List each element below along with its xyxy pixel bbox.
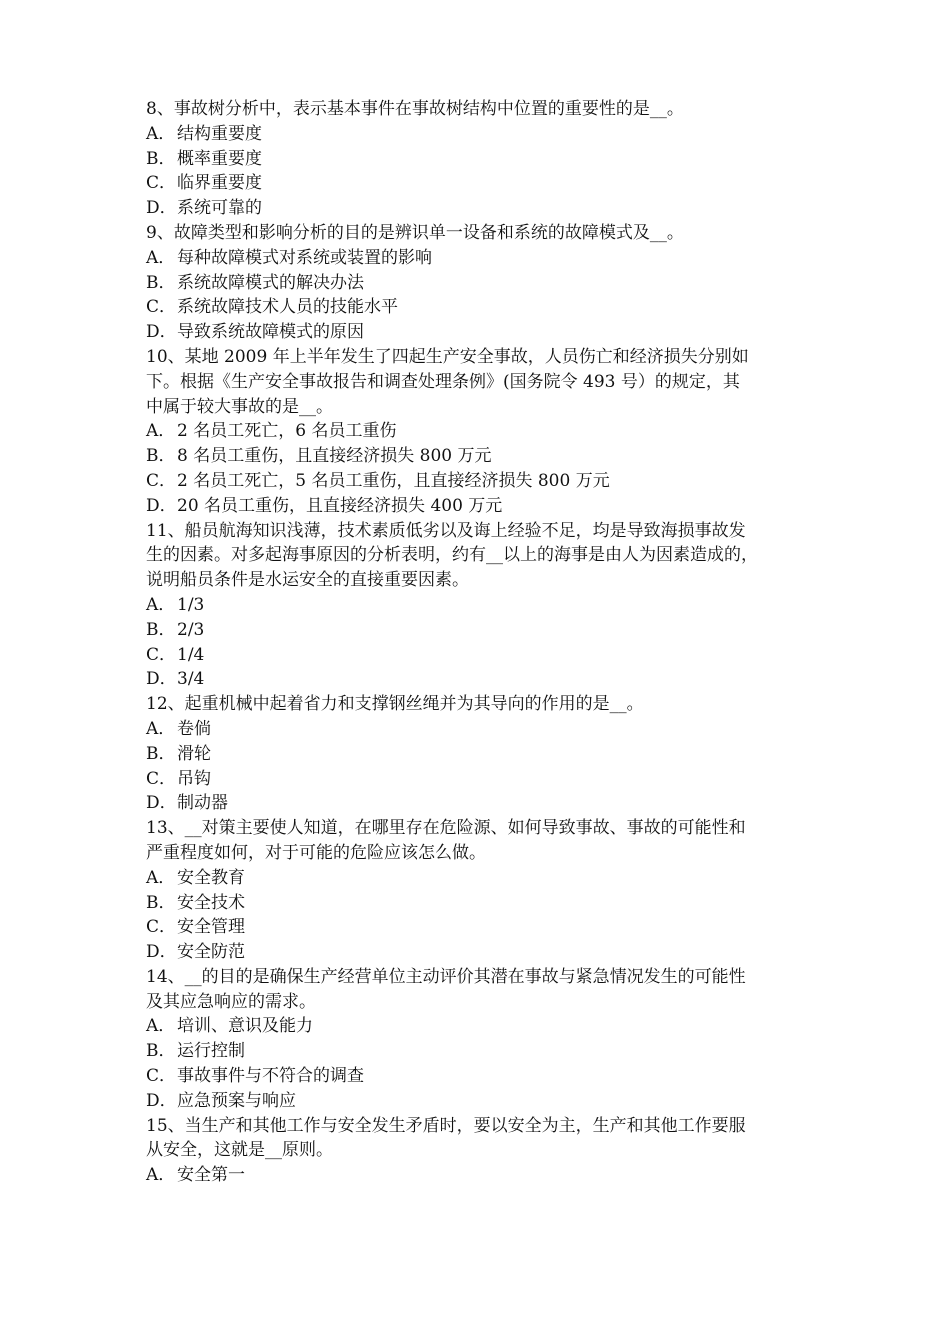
question-13 [146,816,814,965]
option-b [146,891,814,916]
question-text-line: 从安全，这就是__原则。 [146,1140,333,1161]
option-c [146,469,814,494]
option-letter: B． [146,148,176,169]
question-text-line: 说明船员条件是水运安全的直接重要因素。 [146,570,469,591]
option-letter: D． [146,495,177,516]
question-9 [146,221,814,345]
option-letter: A． [146,1016,176,1037]
option-text: 结构重要度 [177,123,262,144]
option-a [146,1014,814,1039]
question-text-line: 11、船员航海知识浅薄，技术素质低劣以及诲上经验不足，均是导致海损事故发 [146,520,746,541]
option-list [146,1014,814,1113]
option-letter: D． [146,322,177,343]
option-text: 1/4 [177,644,205,665]
option-letter: A． [146,421,176,442]
question-11 [146,519,814,693]
option-text: 概率重要度 [177,148,262,169]
option-a [146,419,814,444]
option-list [146,593,814,692]
question-text-line: 下。根据《生产安全事故报告和调查处理条例》(国务院令 493 号）的规定，其 [146,371,740,392]
option-letter: A． [146,247,176,268]
option-a [146,717,814,742]
question-text-line: 10、某地 2009 年上半年发生了四起生产安全事故，人员伤亡和经济损失分别如 [146,346,749,367]
option-text: 3/4 [177,669,205,690]
question-text-line: 生的因素。对多起海事原因的分析表明，约有__以上的海事是由人为因素造成的， [146,545,758,566]
option-text: 20 名员工重伤，且直接经济损失 400 万元 [177,495,503,516]
option-a [146,593,814,618]
option-letter: A． [146,123,176,144]
option-d [146,940,814,965]
option-b [146,742,814,767]
option-text: 吊钩 [177,768,211,789]
option-text: 系统故障技术人员的技能水平 [177,297,398,318]
option-list [146,419,814,518]
option-d [146,320,814,345]
option-d [146,196,814,221]
option-letter: D． [146,669,177,690]
option-letter: B． [146,272,176,293]
option-c [146,1064,814,1089]
option-letter: D． [146,198,177,219]
option-text: 卷倘 [177,718,211,739]
option-text: 临界重要度 [177,173,262,194]
question-text-line: 中属于较大事故的是__。 [146,396,333,417]
option-text: 导致系统故障模式的原因 [177,322,364,343]
option-c [146,915,814,940]
question-10 [146,345,814,519]
option-c [146,295,814,320]
option-list [146,1163,814,1188]
option-d [146,1089,814,1114]
option-text: 滑轮 [177,743,211,764]
document-page [146,97,814,1188]
question-8 [146,97,814,221]
option-text: 安全第一 [177,1165,245,1186]
option-letter: C． [146,644,177,665]
option-letter: A． [146,867,176,888]
question-14 [146,965,814,1114]
option-c [146,767,814,792]
option-letter: B． [146,446,176,467]
option-d [146,494,814,519]
option-letter: D． [146,942,177,963]
option-text: 安全管理 [177,917,245,938]
option-text: 系统可靠的 [177,198,262,219]
option-a [146,1163,814,1188]
option-letter: B． [146,619,176,640]
option-c [146,171,814,196]
option-text: 安全教育 [177,867,245,888]
question-text-line: 13、__对策主要使人知道，在哪里存在危险源、如何导致事故、事故的可能性和 [146,818,746,839]
option-letter: B． [146,743,176,764]
question-text-line: 8、事故树分析中，表示基本事件在事故树结构中位置的重要性的是__。 [146,99,684,119]
option-c [146,643,814,668]
option-list [146,717,814,816]
option-text: 事故事件与不符合的调查 [177,1066,364,1087]
option-d [146,791,814,816]
question-text-line: 9、故障类型和影响分析的目的是辨识单一设备和系统的故障模式及__。 [146,222,684,243]
option-b [146,147,814,172]
option-a [146,246,814,271]
question-text-line: 14、__的目的是确保生产经营单位主动评价其潜在事故与紧急情况发生的可能性 [146,966,746,987]
option-text: 系统故障模式的解决办法 [177,272,364,293]
option-letter: B． [146,892,176,913]
option-b [146,444,814,469]
option-letter: C． [146,1066,177,1087]
option-text: 应急预案与响应 [177,1090,296,1111]
option-text: 2 名员工死亡，6 名员工重伤 [177,421,397,442]
option-b [146,271,814,296]
option-d [146,667,814,692]
question-text-line: 15、当生产和其他工作与安全发生矛盾时，要以安全为主，生产和其他工作要服 [146,1115,746,1136]
option-list [146,122,814,221]
option-list [146,866,814,965]
option-text: 2 名员工死亡，5 名员工重伤，且直接经济损失 800 万元 [177,470,610,491]
question-text-line: 严重程度如何，对于可能的危险应该怎么做。 [146,842,486,863]
option-text: 安全技术 [177,892,245,913]
option-list [146,246,814,345]
option-text: 安全防范 [177,942,245,963]
option-text: 每种故障模式对系统或装置的影响 [177,247,432,268]
question-text-line: 12、起重机械中起着省力和支撑钢丝绳并为其导向的作用的是__。 [146,694,644,715]
option-letter: D． [146,1090,177,1111]
option-b [146,618,814,643]
option-letter: A． [146,594,176,615]
option-letter: C． [146,768,177,789]
option-text: 制动器 [177,793,228,814]
option-letter: D． [146,793,177,814]
option-text: 培训、意识及能力 [177,1016,313,1037]
option-letter: C． [146,173,177,194]
option-letter: C． [146,470,177,491]
option-text: 8 名员工重伤，且直接经济损失 800 万元 [177,446,492,467]
question-text-line: 及其应急响应的需求。 [146,991,316,1012]
option-letter: B． [146,1041,176,1062]
option-a [146,866,814,891]
option-letter: C． [146,917,177,938]
question-15 [146,1114,814,1188]
option-text: 运行控制 [177,1041,245,1062]
option-a [146,122,814,147]
option-b [146,1039,814,1064]
option-text: 2/3 [177,619,205,640]
option-letter: A． [146,1165,176,1186]
option-letter: C． [146,297,177,318]
option-letter: A． [146,718,176,739]
question-12 [146,692,814,816]
option-text: 1/3 [177,594,205,615]
